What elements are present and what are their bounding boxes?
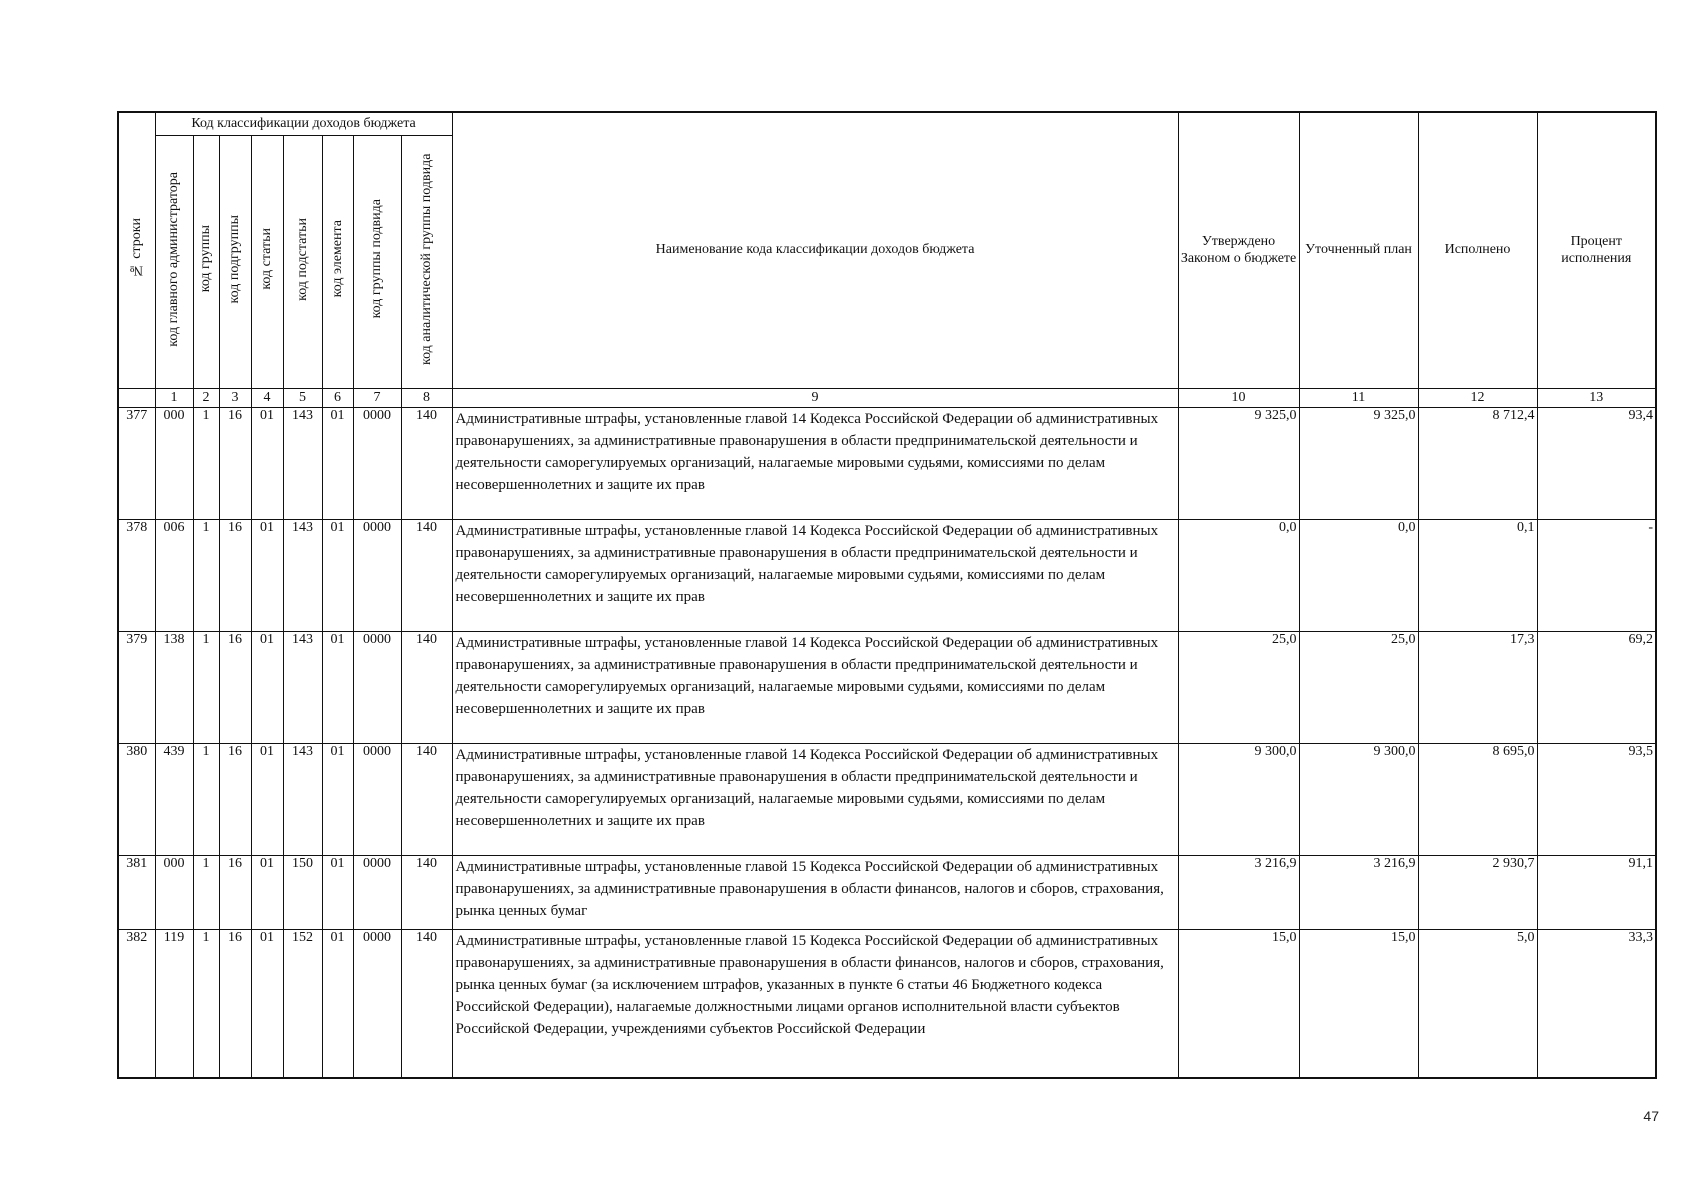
code-subtype: 0000	[353, 930, 401, 1078]
code-subgroup: 16	[219, 408, 251, 520]
row-number: 379	[118, 632, 155, 744]
code-analytic: 140	[401, 408, 452, 520]
refined-value: 3 216,9	[1299, 856, 1418, 930]
code-subarticle: 152	[283, 930, 322, 1078]
header-code-admin: код главного администратора	[155, 136, 193, 389]
code-admin: 006	[155, 520, 193, 632]
revenue-name: Административные штрафы, установленные главой 15 Кодекса Российской Федерации об административных правонарушениях, за административные правонарушения в области финансов, налогов и сборов, страхования, рынка ценных бумаг (за исключением штрафов, указанных в пункте 6 статьи 46 Бюджетного кодекса Российской Федерации), налагаемые должностными лицами органов исполнительной власти субъектов Российской Федерации, учреждениями субъектов Российской Федерации	[452, 930, 1178, 1078]
code-subarticle: 150	[283, 856, 322, 930]
column-number: 4	[251, 389, 283, 408]
revenue-table	[117, 111, 1657, 1079]
code-article: 01	[251, 408, 283, 520]
column-number: 8	[401, 389, 452, 408]
code-article: 01	[251, 856, 283, 930]
column-number: 10	[1178, 389, 1299, 408]
revenue-name: Административные штрафы, установленные главой 15 Кодекса Российской Федерации об административных правонарушениях, за административные правонарушения в области финансов, налогов и сборов, страхования, рынка ценных бумаг	[452, 856, 1178, 930]
approved-value: 15,0	[1178, 930, 1299, 1078]
row-number: 381	[118, 856, 155, 930]
header-executed: Исполнено	[1418, 112, 1537, 389]
column-number: 3	[219, 389, 251, 408]
code-subgroup: 16	[219, 930, 251, 1078]
column-number: 9	[452, 389, 1178, 408]
code-subgroup: 16	[219, 632, 251, 744]
header-code-group: Код классификации доходов бюджета	[155, 112, 452, 136]
code-group: 1	[193, 408, 219, 520]
page-number: 47	[1643, 1108, 1659, 1124]
code-group: 1	[193, 930, 219, 1078]
table-row	[118, 930, 1656, 1078]
executed-value: 8 695,0	[1418, 744, 1537, 856]
revenue-name: Административные штрафы, установленные главой 14 Кодекса Российской Федерации об административных правонарушениях, за административные правонарушения в области предпринимательской деятельности и деятельности саморегулируемых организаций, налагаемые мировыми судьями, комиссиями по делам несовершеннолетних и защите их прав	[452, 632, 1178, 744]
percent-value: 93,5	[1537, 744, 1656, 856]
code-admin: 000	[155, 408, 193, 520]
code-analytic: 140	[401, 856, 452, 930]
code-subtype: 0000	[353, 856, 401, 930]
executed-value: 0,1	[1418, 520, 1537, 632]
code-subtype: 0000	[353, 520, 401, 632]
code-subgroup: 16	[219, 856, 251, 930]
code-group: 1	[193, 856, 219, 930]
column-numbers-row	[118, 389, 1656, 408]
header-code-element: код элемента	[322, 136, 353, 389]
code-article: 01	[251, 930, 283, 1078]
table-row	[118, 520, 1656, 632]
code-subarticle: 143	[283, 408, 322, 520]
header-code-subtype-group: код группы подвида	[353, 136, 401, 389]
row-number: 378	[118, 520, 155, 632]
header-code-subgroup: код подгруппы	[219, 136, 251, 389]
executed-value: 2 930,7	[1418, 856, 1537, 930]
refined-value: 15,0	[1299, 930, 1418, 1078]
column-number: 6	[322, 389, 353, 408]
column-number: 13	[1537, 389, 1656, 408]
code-subarticle: 143	[283, 632, 322, 744]
code-group: 1	[193, 520, 219, 632]
row-number: 382	[118, 930, 155, 1078]
column-number: 11	[1299, 389, 1418, 408]
code-group: 1	[193, 744, 219, 856]
code-analytic: 140	[401, 930, 452, 1078]
header-approved: Утверждено Законом о бюджете	[1178, 112, 1299, 389]
approved-value: 0,0	[1178, 520, 1299, 632]
percent-value: 93,4	[1537, 408, 1656, 520]
approved-value: 9 300,0	[1178, 744, 1299, 856]
header-code-article: код статьи	[251, 136, 283, 389]
code-subgroup: 16	[219, 744, 251, 856]
approved-value: 9 325,0	[1178, 408, 1299, 520]
header-percent: Процент исполнения	[1537, 112, 1656, 389]
row-number: 377	[118, 408, 155, 520]
code-group: 1	[193, 632, 219, 744]
code-subgroup: 16	[219, 520, 251, 632]
column-number	[118, 389, 155, 408]
percent-value: 69,2	[1537, 632, 1656, 744]
header-code-subarticle: код подстатьи	[283, 136, 322, 389]
table-row	[118, 856, 1656, 930]
header-row-no: № строки	[118, 112, 155, 389]
table-row	[118, 632, 1656, 744]
refined-value: 9 300,0	[1299, 744, 1418, 856]
header-name: Наименование кода классификации доходов бюджета	[452, 112, 1178, 389]
refined-value: 25,0	[1299, 632, 1418, 744]
percent-value: 91,1	[1537, 856, 1656, 930]
approved-value: 3 216,9	[1178, 856, 1299, 930]
code-analytic: 140	[401, 744, 452, 856]
column-number: 1	[155, 389, 193, 408]
code-article: 01	[251, 744, 283, 856]
executed-value: 17,3	[1418, 632, 1537, 744]
code-article: 01	[251, 632, 283, 744]
code-element: 01	[322, 520, 353, 632]
code-subtype: 0000	[353, 408, 401, 520]
executed-value: 8 712,4	[1418, 408, 1537, 520]
executed-value: 5,0	[1418, 930, 1537, 1078]
code-subarticle: 143	[283, 520, 322, 632]
code-element: 01	[322, 930, 353, 1078]
refined-value: 0,0	[1299, 520, 1418, 632]
code-subarticle: 143	[283, 744, 322, 856]
code-element: 01	[322, 632, 353, 744]
column-number: 7	[353, 389, 401, 408]
column-number: 2	[193, 389, 219, 408]
code-admin: 000	[155, 856, 193, 930]
revenue-name: Административные штрафы, установленные главой 14 Кодекса Российской Федерации об административных правонарушениях, за административные правонарушения в области предпринимательской деятельности и деятельности саморегулируемых организаций, налагаемые мировыми судьями, комиссиями по делам несовершеннолетних и защите их прав	[452, 520, 1178, 632]
code-subtype: 0000	[353, 744, 401, 856]
percent-value: 33,3	[1537, 930, 1656, 1078]
code-article: 01	[251, 520, 283, 632]
code-element: 01	[322, 408, 353, 520]
code-admin: 439	[155, 744, 193, 856]
code-subtype: 0000	[353, 632, 401, 744]
code-element: 01	[322, 744, 353, 856]
table-row	[118, 408, 1656, 520]
code-admin: 119	[155, 930, 193, 1078]
revenue-name: Административные штрафы, установленные главой 14 Кодекса Российской Федерации об административных правонарушениях, за административные правонарушения в области предпринимательской деятельности и деятельности саморегулируемых организаций, налагаемые мировыми судьями, комиссиями по делам несовершеннолетних и защите их прав	[452, 408, 1178, 520]
column-number: 12	[1418, 389, 1537, 408]
row-number: 380	[118, 744, 155, 856]
header-refined: Уточненный план	[1299, 112, 1418, 389]
header-code-analytic: код аналитической группы подвида	[401, 136, 452, 389]
column-number: 5	[283, 389, 322, 408]
code-analytic: 140	[401, 520, 452, 632]
header-code-group-col: код группы	[193, 136, 219, 389]
code-admin: 138	[155, 632, 193, 744]
percent-value: -	[1537, 520, 1656, 632]
table-row	[118, 744, 1656, 856]
refined-value: 9 325,0	[1299, 408, 1418, 520]
code-element: 01	[322, 856, 353, 930]
revenue-name: Административные штрафы, установленные главой 14 Кодекса Российской Федерации об административных правонарушениях, за административные правонарушения в области предпринимательской деятельности и деятельности саморегулируемых организаций, налагаемые мировыми судьями, комиссиями по делам несовершеннолетних и защите их прав	[452, 744, 1178, 856]
approved-value: 25,0	[1178, 632, 1299, 744]
code-analytic: 140	[401, 632, 452, 744]
